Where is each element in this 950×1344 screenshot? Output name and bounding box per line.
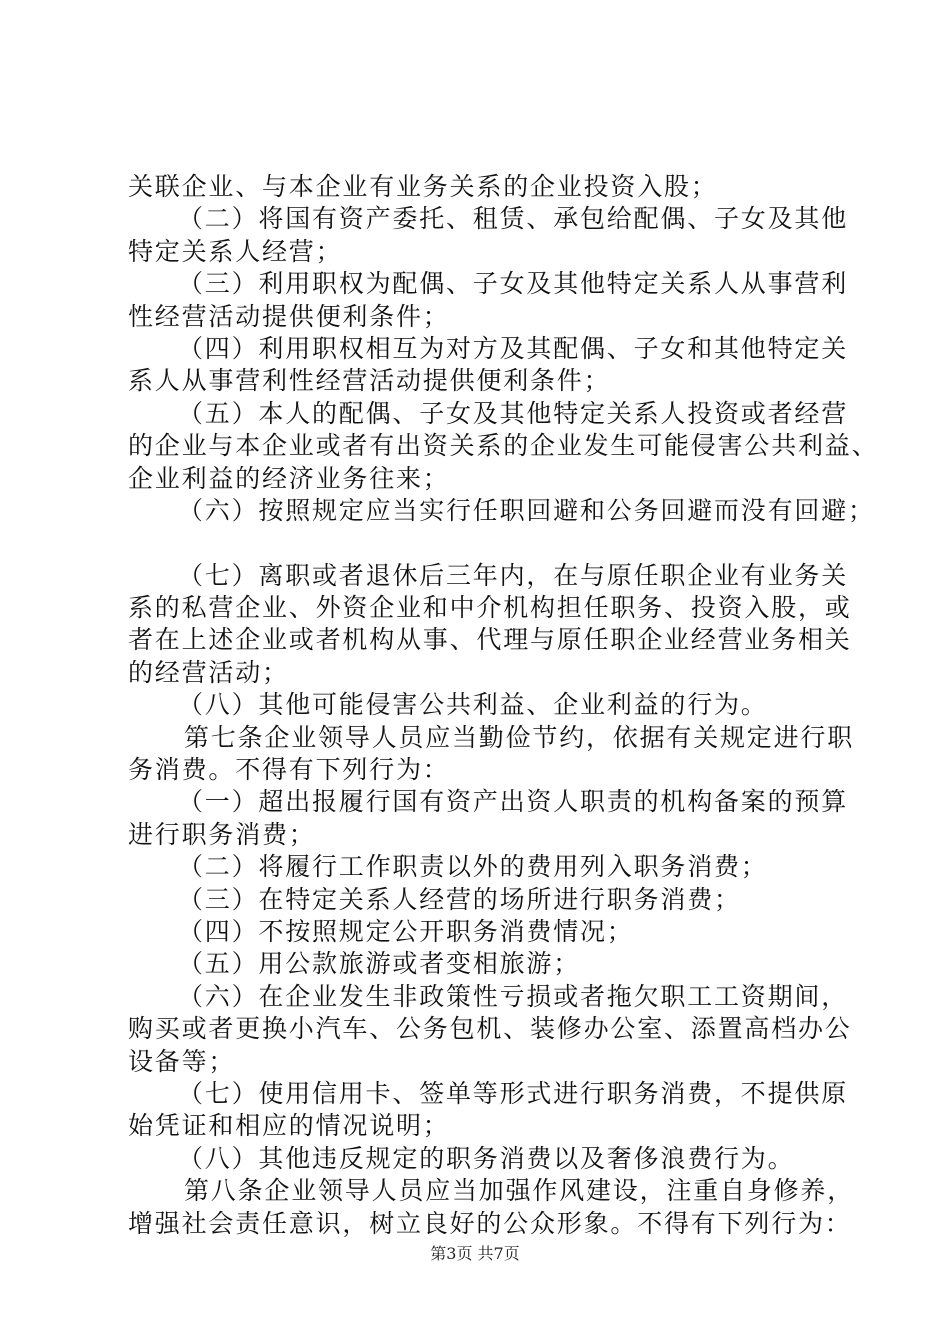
- text-line: （三）在特定关系人经营的场所进行职务消费；: [178, 884, 741, 914]
- page-footer: [0, 1244, 950, 1264]
- text-line: 的经营活动；: [128, 657, 289, 687]
- text-line: 第七条企业领导人员应当勤俭节约，依据有关规定进行职: [184, 722, 855, 752]
- text-line: 性经营活动提供便利条件；: [128, 301, 450, 331]
- text-line: （四）利用职权相互为对方及其配偶、子女和其他特定关: [178, 333, 849, 363]
- text-line: （八）其他违反规定的职务消费以及奢侈浪费行为。: [178, 1143, 795, 1173]
- text-line: 增强社会责任意识，树立良好的公众形象。不得有下列行为：: [128, 1208, 852, 1238]
- text-line: 设备等；: [128, 1046, 236, 1076]
- text-line: 者在上述企业或者机构从事、代理与原任职企业经营业务相关: [128, 625, 852, 655]
- text-line: （六）按照规定应当实行任职回避和公务回避而没有回避；: [178, 495, 875, 525]
- text-line: （七）离职或者退休后三年内，在与原任职企业有业务关: [178, 560, 849, 590]
- page-number: 第3页 共7页: [430, 1244, 520, 1263]
- text-line: （一）超出报履行国有资产出资人职责的机构备案的预算: [178, 787, 849, 817]
- text-line: 始凭证和相应的情况说明；: [128, 1111, 450, 1141]
- text-line: （四）不按照规定公开职务消费情况；: [178, 916, 634, 946]
- text-line: 第八条企业领导人员应当加强作风建设，注重自身修养，: [184, 1176, 855, 1206]
- text-line: （二）将国有资产委托、租赁、承包给配偶、子女及其他: [178, 204, 849, 234]
- text-line: 务消费。不得有下列行为：: [128, 755, 450, 785]
- blank-line: [128, 528, 844, 558]
- text-line: （五）本人的配偶、子女及其他特定关系人投资或者经营: [178, 398, 849, 428]
- text-line: （八）其他可能侵害公共利益、企业利益的行为。: [178, 690, 768, 720]
- text-line: （六）在企业发生非政策性亏损或者拖欠职工工资期间，: [178, 981, 849, 1011]
- text-line: 的企业与本企业或者有出资关系的企业发生可能侵害公共利益、: [128, 431, 879, 461]
- text-line: （五）用公款旅游或者变相旅游；: [178, 949, 581, 979]
- document-body: [128, 172, 879, 1241]
- text-line: 关联企业、与本企业有业务关系的企业投资入股；: [128, 172, 718, 201]
- text-line: （二）将履行工作职责以外的费用列入职务消费；: [178, 852, 768, 882]
- text-line: 系人从事营利性经营活动提供便利条件；: [128, 366, 611, 396]
- text-line: 特定关系人经营；: [128, 236, 343, 266]
- text-line: （七）使用信用卡、签单等形式进行职务消费，不提供原: [178, 1078, 849, 1108]
- text-line: 企业利益的经济业务往来；: [128, 463, 450, 493]
- text-line: 购买或者更换小汽车、公务包机、装修办公室、添置高档办公: [128, 1014, 852, 1044]
- text-line: （三）利用职权为配偶、子女及其他特定关系人从事营利: [178, 269, 849, 299]
- text-line: 进行职务消费；: [128, 819, 316, 849]
- text-line: 系的私营企业、外资企业和中介机构担任职务、投资入股，或: [128, 593, 852, 623]
